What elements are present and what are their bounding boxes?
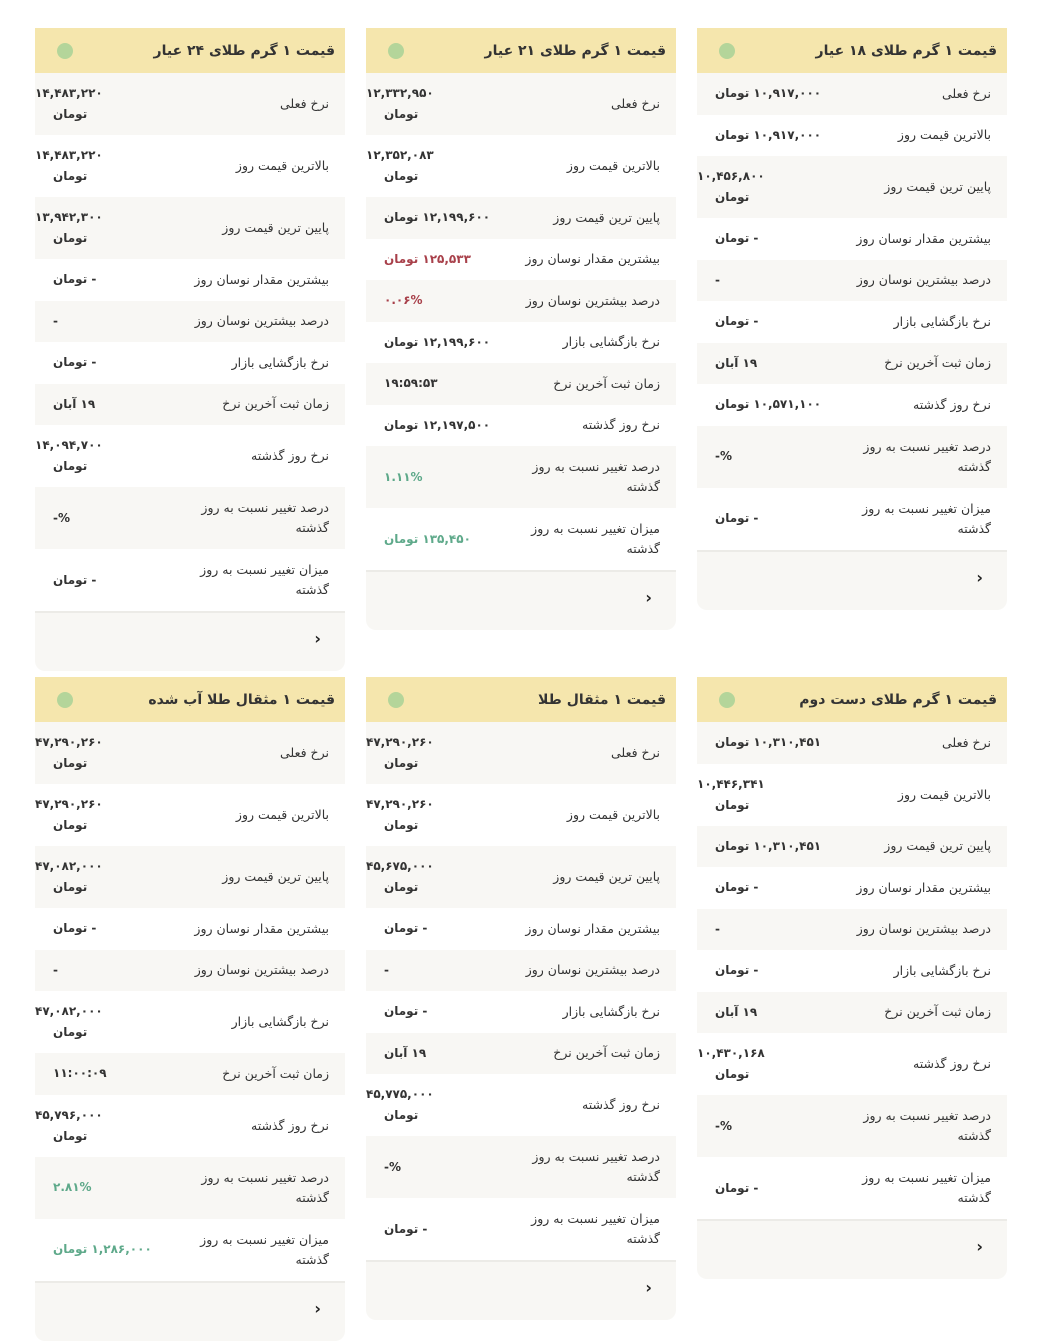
row-label: پایین ترین قیمت روز	[884, 179, 991, 194]
chevron-left-icon[interactable]: ‹	[645, 1278, 652, 1297]
value-number: ۱۰,۴۳۰,۱۶۸	[697, 1046, 765, 1060]
value-unit: تومان	[715, 1067, 750, 1081]
row-label: درصد بیشترین نوسان روز	[525, 962, 660, 978]
row-label: میزان تغییر نسبت به روز گذشته	[531, 1211, 660, 1246]
row-label: نرخ روز گذشته	[582, 1097, 660, 1112]
table-row	[366, 991, 676, 1033]
table-row	[697, 867, 1007, 909]
card-title: قیمت ۱ گرم طلای ۲۴ عیار	[153, 42, 335, 59]
row-value	[697, 1043, 817, 1085]
card-title: قیمت ۱ گرم طلای ۱۸ عیار	[815, 42, 997, 59]
value-unit: تومان	[384, 107, 419, 121]
table-row	[35, 487, 345, 549]
row-value: - تومان	[715, 231, 759, 246]
row-label: بیشترین مقدار نوسان روز	[856, 230, 991, 246]
row-label: نرخ بازگشایی بازار	[893, 313, 991, 329]
table-row	[697, 301, 1007, 343]
row-value: -	[715, 272, 720, 287]
card-title: قیمت ۱ مثقال طلا	[538, 691, 666, 708]
card-title: قیمت ۱ مثقال طلا آب شده	[148, 691, 335, 708]
table-row	[366, 322, 676, 364]
row-label: زمان ثبت آخرین نرخ	[553, 1045, 660, 1061]
value-unit: تومان	[384, 880, 419, 894]
card-header	[366, 28, 676, 73]
row-label: نرخ روز گذشته	[913, 396, 991, 412]
row-label: پایین ترین قیمت روز	[553, 869, 660, 884]
table-row	[697, 73, 1007, 115]
card-header	[366, 677, 676, 722]
row-value	[366, 856, 486, 898]
row-value: - تومان	[715, 511, 759, 525]
value-unit: تومان	[384, 1108, 419, 1122]
value-unit: تومان	[53, 818, 88, 832]
table-row	[366, 73, 676, 135]
status-dot-icon	[388, 692, 404, 708]
card-footer	[366, 1260, 676, 1320]
value-number: ۴۵,۷۷۵,۰۰۰	[366, 1087, 434, 1101]
table-row	[366, 1198, 676, 1260]
row-label: پایین ترین قیمت روز	[553, 209, 660, 225]
value-unit: تومان	[384, 169, 419, 183]
card-footer	[366, 570, 676, 630]
table-row	[697, 992, 1007, 1034]
table-row	[366, 280, 676, 322]
row-label: زمان ثبت آخرین نرخ	[222, 1065, 329, 1081]
value-number: ۱۴,۴۸۳,۲۲۰	[35, 148, 103, 162]
row-label: پایین ترین قیمت روز	[222, 220, 329, 235]
table-row	[697, 384, 1007, 426]
status-dot-icon	[388, 43, 404, 59]
row-label: میزان تغییر نسبت به روز گذشته	[531, 521, 660, 556]
table-row	[35, 425, 345, 487]
table-row	[366, 1136, 676, 1198]
value-unit: تومان	[384, 756, 419, 770]
row-label: بالاترین قیمت روز	[566, 158, 660, 173]
row-label: میزان تغییر نسبت به روز گذشته	[862, 500, 991, 536]
value-number: ۱۲,۳۵۲,۰۸۳	[366, 148, 434, 162]
row-value	[35, 794, 155, 836]
value-number: ۴۷,۲۹۰,۲۶۰	[366, 735, 434, 749]
card-gold-21k	[366, 28, 676, 630]
row-value: ۱۲,۱۹۹,۶۰۰ تومان	[384, 210, 491, 225]
value-number: ۱۰,۴۴۶,۳۴۱	[697, 776, 765, 791]
card-header	[35, 28, 345, 73]
row-value: ۱۹:۵۹:۵۳	[384, 376, 438, 391]
row-value: ۱۰,۳۱۰,۴۵۱ تومان	[715, 838, 822, 853]
table-row	[35, 135, 345, 197]
value-number: ۴۷,۲۹۰,۲۶۰	[35, 735, 103, 749]
table-row	[366, 950, 676, 992]
row-value: -	[715, 921, 720, 936]
card-header	[697, 28, 1007, 73]
table-row	[35, 1157, 345, 1219]
table-row	[35, 784, 345, 846]
row-value	[366, 145, 486, 187]
row-value: ۱۰,۵۷۱,۱۰۰ تومان	[715, 397, 822, 412]
row-value: ۲.۸۱%	[53, 1180, 92, 1194]
row-label: بالاترین قیمت روز	[897, 786, 991, 802]
card-header	[697, 677, 1007, 722]
table-row	[35, 1053, 345, 1095]
table-row	[35, 197, 345, 259]
value-number: ۴۵,۷۹۶,۰۰۰	[35, 1107, 103, 1122]
row-value: -	[384, 962, 389, 977]
card-gold-used	[697, 677, 1007, 1279]
row-label: نرخ فعلی	[280, 96, 329, 111]
row-value	[35, 856, 155, 898]
row-label: میزان تغییر نسبت به روز گذشته	[200, 1231, 329, 1267]
row-label: درصد تغییر نسبت به روز گذشته	[201, 500, 329, 535]
row-label: بیشترین مقدار نوسان روز	[525, 920, 660, 936]
row-value: ۱۲,۱۹۷,۵۰۰ تومان	[384, 417, 491, 432]
table-row	[366, 363, 676, 405]
row-value: - تومان	[715, 1180, 759, 1195]
row-value: ۱۳۵,۴۵۰ تومان	[384, 531, 471, 546]
row-value: ۱۲۵,۵۳۳ تومان	[384, 251, 471, 266]
table-row	[366, 135, 676, 197]
table-row	[366, 239, 676, 281]
row-value: ۱۹ آبان	[715, 355, 758, 370]
row-label: درصد بیشترین نوسان روز	[856, 272, 991, 288]
row-label: بالاترین قیمت روز	[566, 807, 660, 822]
row-label: نرخ فعلی	[942, 734, 991, 750]
table-row	[366, 197, 676, 239]
row-label: درصد تغییر نسبت به روز گذشته	[532, 1149, 660, 1184]
card-footer	[35, 611, 345, 671]
status-dot-icon	[719, 692, 735, 708]
card-footer	[35, 1281, 345, 1341]
row-value	[366, 83, 486, 125]
table-row	[697, 488, 1007, 550]
row-label: بیشترین مقدار نوسان روز	[856, 879, 991, 895]
table-row	[366, 846, 676, 908]
row-value: ۱۹ آبان	[715, 1004, 758, 1019]
row-label: بالاترین قیمت روز	[235, 807, 329, 822]
card-footer	[697, 1219, 1007, 1279]
row-value	[35, 207, 155, 249]
row-label: نرخ بازگشایی بازار	[562, 334, 660, 350]
card-mesghal-melted-gold	[35, 677, 345, 1341]
table-row	[366, 405, 676, 447]
chevron-left-icon[interactable]: ‹	[314, 1298, 321, 1318]
row-label: درصد تغییر نسبت به روز گذشته	[863, 1108, 991, 1143]
table-row	[697, 1095, 1007, 1157]
row-value	[35, 435, 155, 477]
table-row	[35, 342, 345, 384]
table-row	[697, 909, 1007, 951]
value-unit: تومان	[53, 1128, 88, 1143]
table-row	[35, 908, 345, 950]
value-unit: تومان	[53, 107, 88, 121]
table-row	[366, 908, 676, 950]
table-row	[697, 426, 1007, 488]
row-label: نرخ فعلی	[942, 85, 991, 101]
row-value: %-	[53, 510, 71, 525]
row-value: - تومان	[384, 921, 428, 936]
table-row	[35, 73, 345, 135]
value-unit: تومان	[53, 169, 88, 183]
row-value: - تومان	[715, 963, 759, 978]
row-label: درصد تغییر نسبت به روز گذشته	[863, 438, 991, 474]
chevron-left-icon[interactable]: ‹	[976, 567, 983, 587]
value-unit: تومان	[53, 459, 88, 473]
table-row	[35, 301, 345, 343]
row-value	[35, 145, 155, 187]
row-value: - تومان	[715, 880, 759, 895]
value-number: ۱۴,۴۸۳,۲۲۰	[35, 86, 103, 100]
value-unit: تومان	[715, 797, 750, 812]
card-mesghal-gold	[366, 677, 676, 1320]
card-footer	[697, 550, 1007, 610]
value-unit: تومان	[53, 880, 88, 894]
row-label: نرخ فعلی	[280, 745, 329, 760]
row-label: نرخ فعلی	[611, 745, 660, 760]
row-value	[35, 83, 155, 125]
chevron-left-icon[interactable]: ‹	[645, 588, 652, 607]
row-label: درصد بیشترین نوسان روز	[194, 313, 329, 329]
row-value: - تومان	[53, 921, 97, 936]
row-value: - تومان	[384, 1221, 428, 1236]
value-number: ۱۲,۳۳۲,۹۵۰	[366, 86, 434, 100]
status-dot-icon	[719, 43, 735, 59]
table-row	[35, 1219, 345, 1281]
value-number: ۱۰,۴۵۶,۸۰۰	[697, 169, 765, 183]
row-value: ۰.۰۶%	[384, 293, 423, 308]
table-row	[35, 991, 345, 1053]
value-number: ۴۷,۲۹۰,۲۶۰	[366, 797, 434, 811]
table-row	[697, 343, 1007, 385]
row-value: - تومان	[53, 572, 97, 587]
card-gold-18k	[697, 28, 1007, 610]
row-value	[366, 732, 486, 774]
row-label: میزان تغییر نسبت به روز گذشته	[862, 1170, 991, 1205]
table-row	[35, 846, 345, 908]
row-value	[366, 794, 486, 836]
row-label: نرخ بازگشایی بازار	[562, 1003, 660, 1019]
value-number: ۴۷,۰۸۲,۰۰۰	[35, 859, 103, 873]
row-value: ۱۰,۹۱۷,۰۰۰ تومان	[715, 127, 822, 142]
row-label: نرخ بازگشایی بازار	[893, 962, 991, 978]
row-value: ۱۹ آبان	[384, 1045, 427, 1060]
row-label: زمان ثبت آخرین نرخ	[884, 355, 991, 371]
row-value: ۱۱:۰۰:۰۹	[53, 1066, 107, 1081]
row-value	[697, 166, 817, 208]
table-row	[35, 722, 345, 784]
value-unit: تومان	[53, 756, 88, 770]
row-value: -	[53, 313, 58, 328]
row-value: %-	[715, 449, 733, 463]
row-label: بیشترین مقدار نوسان روز	[194, 920, 329, 936]
table-row	[697, 950, 1007, 992]
table-row	[697, 722, 1007, 764]
value-unit: تومان	[53, 1025, 88, 1039]
row-label: زمان ثبت آخرین نرخ	[553, 375, 660, 391]
row-value: ۱.۱۱%	[384, 469, 423, 484]
table-row	[366, 508, 676, 570]
card-title: قیمت ۱ گرم طلای ۲۱ عیار	[484, 42, 666, 59]
row-label: درصد تغییر نسبت به روز گذشته	[532, 459, 660, 494]
row-value	[35, 1105, 155, 1147]
row-label: درصد بیشترین نوسان روز	[856, 921, 991, 937]
row-label: نرخ روز گذشته	[913, 1056, 991, 1071]
card-header	[35, 677, 345, 722]
row-label: نرخ بازگشایی بازار	[231, 1014, 329, 1029]
row-value	[35, 1001, 155, 1043]
row-value: - تومان	[384, 1004, 428, 1019]
value-unit: تومان	[715, 190, 750, 204]
value-number: ۱۳,۹۴۲,۳۰۰	[35, 210, 103, 224]
table-row	[697, 764, 1007, 826]
value-number: ۴۵,۶۷۵,۰۰۰	[366, 859, 434, 873]
table-row	[35, 950, 345, 992]
chevron-left-icon[interactable]: ‹	[976, 1237, 983, 1256]
value-unit: تومان	[53, 231, 88, 245]
row-value: %-	[384, 1159, 402, 1174]
value-number: ۱۴,۰۹۴,۷۰۰	[35, 438, 103, 452]
row-value: - تومان	[53, 355, 97, 370]
row-value	[35, 732, 155, 774]
row-label: بیشترین مقدار نوسان روز	[525, 251, 660, 267]
row-label: بالاترین قیمت روز	[235, 158, 329, 173]
row-value: ۱,۲۸۶,۰۰۰ تومان	[53, 1242, 152, 1256]
row-label: زمان ثبت آخرین نرخ	[222, 396, 329, 412]
row-value: - تومان	[715, 314, 759, 329]
table-row	[35, 259, 345, 301]
row-label: نرخ فعلی	[611, 96, 660, 111]
table-row	[366, 1074, 676, 1136]
row-value: -	[53, 962, 58, 977]
table-row	[697, 260, 1007, 302]
table-row	[366, 722, 676, 784]
row-value	[697, 774, 817, 816]
row-label: نرخ روز گذشته	[582, 417, 660, 433]
row-label: پایین ترین قیمت روز	[222, 869, 329, 884]
row-value: ۱۹ آبان	[53, 396, 96, 411]
chevron-left-icon[interactable]: ‹	[314, 629, 321, 648]
row-value: ۱۰,۳۱۰,۴۵۱ تومان	[715, 735, 822, 750]
card-title: قیمت ۱ گرم طلای دست دوم	[799, 691, 997, 708]
table-row	[697, 1157, 1007, 1219]
card-gold-24k	[35, 28, 345, 671]
table-row	[697, 156, 1007, 218]
table-row	[366, 784, 676, 846]
row-label: نرخ روز گذشته	[251, 1117, 329, 1133]
table-row	[35, 1095, 345, 1157]
row-label: میزان تغییر نسبت به روز گذشته	[200, 562, 329, 597]
value-unit: تومان	[384, 818, 419, 832]
row-label: درصد بیشترین نوسان روز	[194, 962, 329, 978]
table-row	[366, 446, 676, 508]
table-row	[366, 1033, 676, 1075]
row-label: نرخ روز گذشته	[251, 448, 329, 463]
table-row	[697, 1033, 1007, 1095]
row-label: درصد بیشترین نوسان روز	[525, 292, 660, 308]
row-label: بالاترین قیمت روز	[897, 127, 991, 143]
row-value: %-	[715, 1118, 733, 1133]
row-label: درصد تغییر نسبت به روز گذشته	[201, 1169, 329, 1205]
value-number: ۴۷,۰۸۲,۰۰۰	[35, 1004, 103, 1018]
value-number: ۴۷,۲۹۰,۲۶۰	[35, 797, 103, 811]
status-dot-icon	[57, 692, 73, 708]
table-row	[35, 384, 345, 426]
status-dot-icon	[57, 43, 73, 59]
row-label: نرخ بازگشایی بازار	[231, 354, 329, 370]
table-row	[697, 115, 1007, 157]
table-row	[35, 549, 345, 611]
row-label: بیشترین مقدار نوسان روز	[194, 271, 329, 287]
row-value: ۱۰,۹۱۷,۰۰۰ تومان	[715, 86, 822, 101]
row-value: - تومان	[53, 272, 97, 287]
table-row	[697, 826, 1007, 868]
table-row	[697, 218, 1007, 260]
row-label: زمان ثبت آخرین نرخ	[884, 1004, 991, 1020]
row-value	[366, 1084, 486, 1126]
row-value: ۱۲,۱۹۹,۶۰۰ تومان	[384, 334, 491, 349]
row-label: پایین ترین قیمت روز	[884, 838, 991, 854]
